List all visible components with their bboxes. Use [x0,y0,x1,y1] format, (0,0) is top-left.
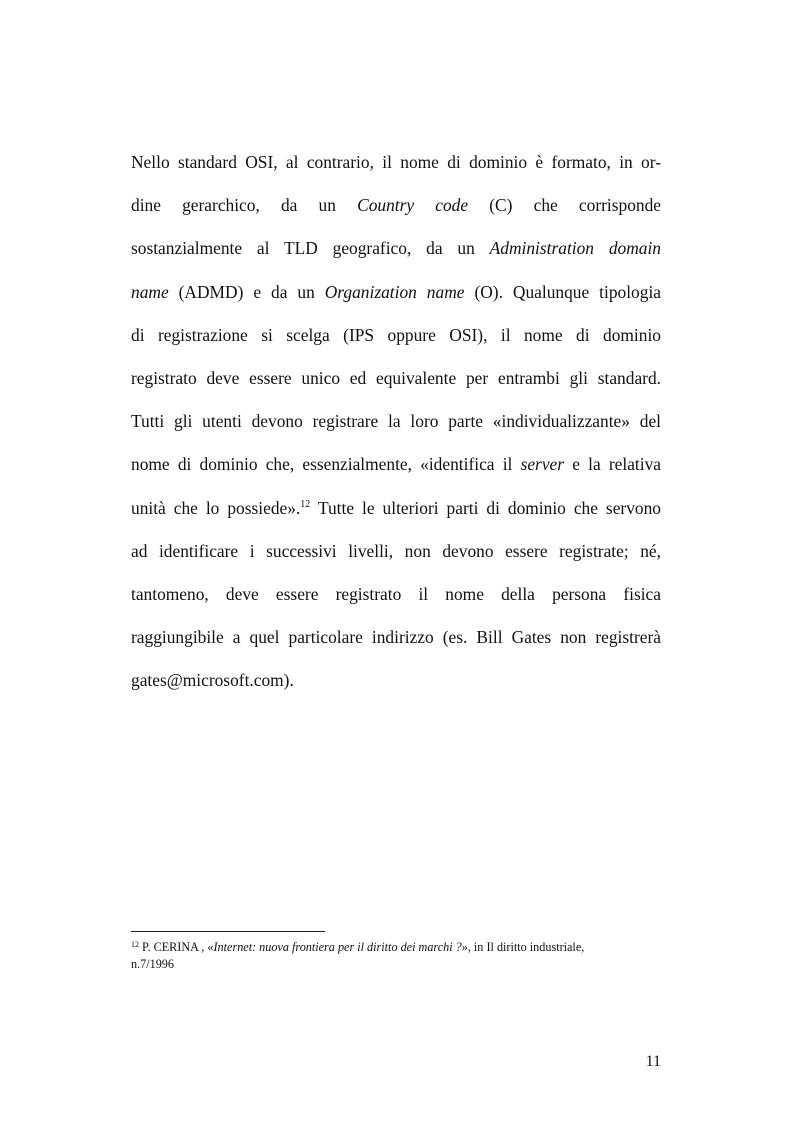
text-line: Nello standard OSI, al contrario, il nome di dominio è formato, in or- [131,152,661,172]
text-line: registrato deve essere unico ed equivalente per entrambi gli standard. [131,367,661,388]
italic-term: Organization name [324,281,465,302]
text-line: raggiungibile a quel particolare indirizzo (es. Bill Gates non registrerà [131,627,661,648]
text-line: ad identificare i successivi livelli, non devono essere registrate; né, [131,540,661,561]
italic-term: Administration domain [489,238,662,259]
text-line: nome di dominio che, essenzialmente, «identifica il server e la relativa [131,454,661,475]
page-number: 11 [645,1053,661,1070]
text-line: tantomeno, deve essere registrato il nome della persona fisica [131,583,661,604]
footnote [131,939,661,973]
text-line: unità che lo possiede».$^{12}$ Tutte le ulteriori parti di dominio che servono [131,497,661,518]
footnote-number: 12 [131,940,139,949]
italic-term: server [520,454,565,475]
text-line: gates@microsoft.com). [131,670,294,691]
text-line: name (ADMD) e da un Organization name (O). Qualunque tipologia [131,281,661,302]
italic-term: Country code [357,195,469,216]
footnote-reference[interactable]: 12 [300,498,311,510]
text-line: Tutti gli utenti devono registrare la loro parte «individualizzante» del [131,411,661,432]
footnote-title: Internet: nuova frontiera per il diritto dei marchi ? [213,940,462,954]
footnote-issue: n.7/1996 [131,957,174,971]
footnote-source: », in Il diritto industriale, [461,940,585,954]
footnote-author: P. CERINA , « [139,940,214,954]
text-line: dine gerarchico, da un Country code (C) che corrisponde [131,195,661,216]
footnote-separator [131,931,325,932]
main-paragraph [131,143,661,704]
text-line: sostanzialmente al TLD geografico, da un Administration domain [131,238,662,259]
text-line: di registrazione si scelga (IPS oppure OSI), il nome di dominio [131,324,661,345]
italic-term: name [131,281,169,302]
